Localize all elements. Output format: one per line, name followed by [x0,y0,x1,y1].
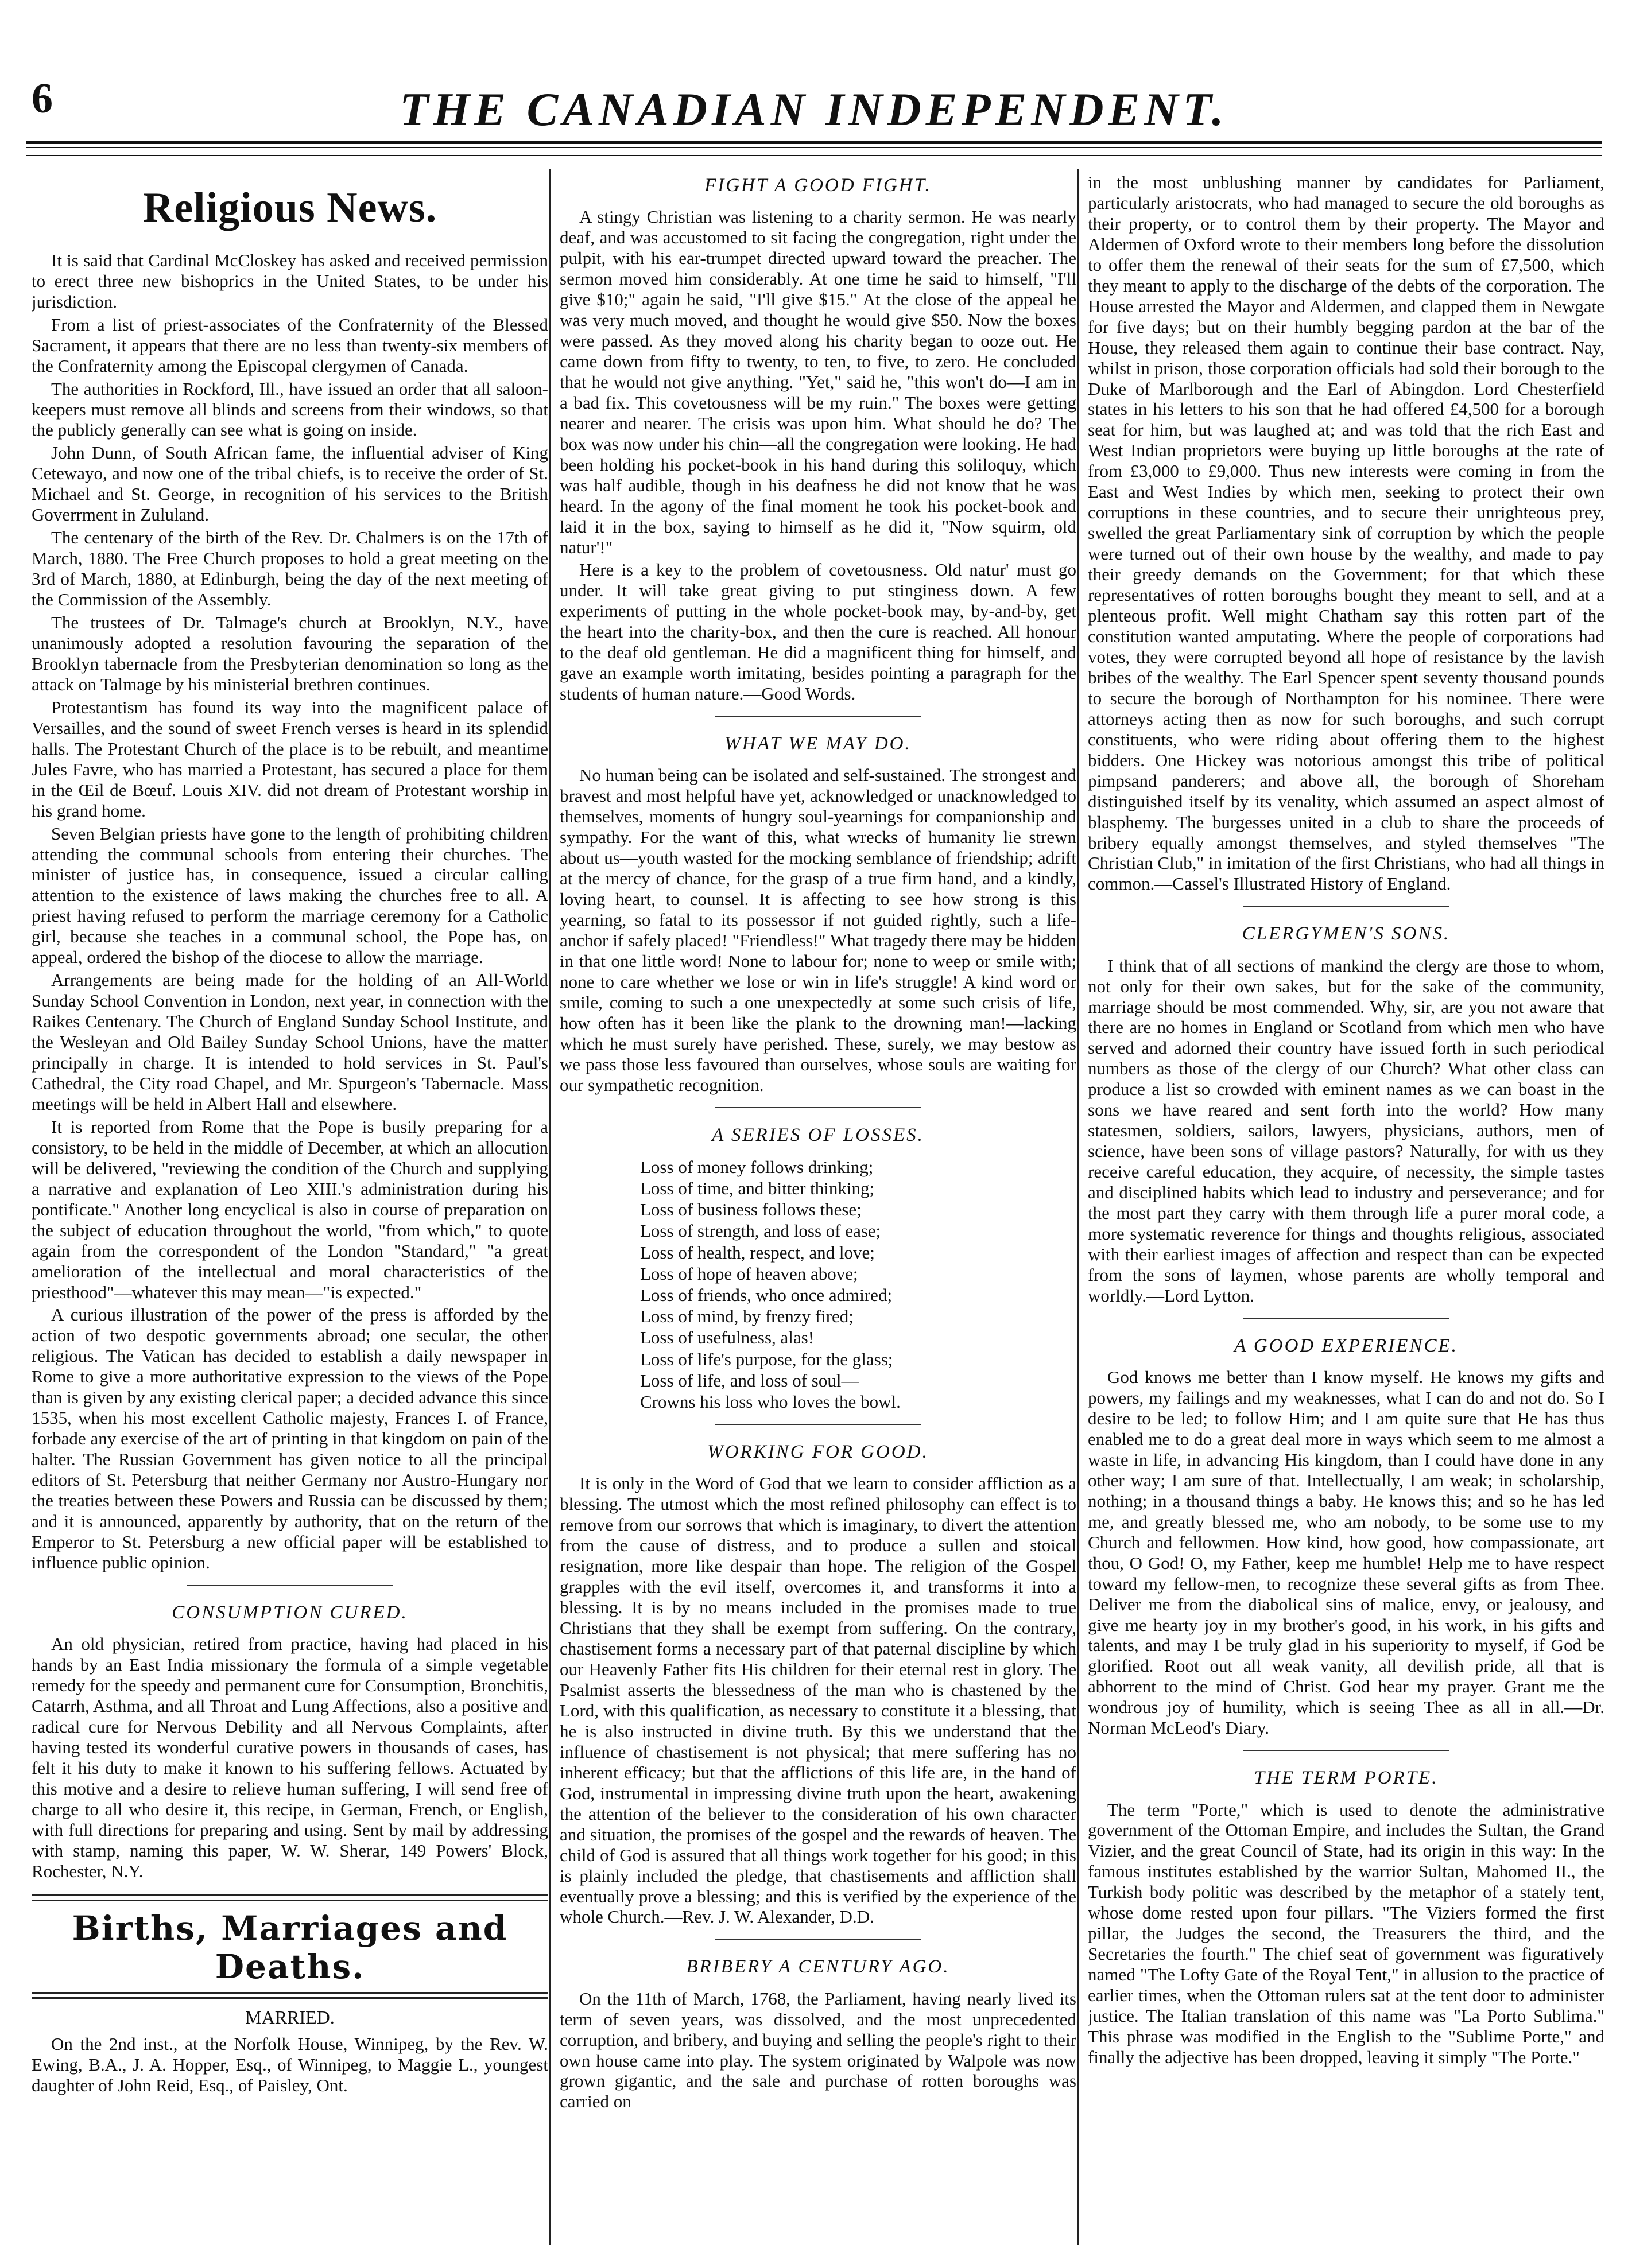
poem-line: Loss of business follows these; [640,1199,862,1220]
article-title: CLERGYMEN'S SONS. [1242,923,1451,945]
poem-line: Loss of life, and loss of soul— [640,1370,859,1391]
news-item: Arrangements are being made for the holding of an All-World Sunday School Convention in London, next year, in connection with the Raikes Centenary. The Church of England Sunday School Institute, and the Wesleyan and Old Bailey Sunday School Unions, have the matter principally in charge. It is intended to hold services in St. Paul's Cathedral, the City road Chapel, and Mr. Spurgeon's Tabernacle. Mass meetings will be held in Albert Hall and elsewhere. [32,970,548,1114]
poem-line: Loss of money follows drinking; [640,1156,874,1177]
news-item: It is said that Cardinal McCloskey has asked and received permission to erect three new bishoprics in the United States, to be under his jurisdiction. [32,250,548,312]
article-title: A SERIES OF LOSSES. [712,1124,924,1145]
article-body: A stingy Christian was listening to a charity sermon. He was nearly deaf, and was accustomed to sit facing the congregation, right under the pulpit, with his ear-trumpet directed upward toward the preacher. The sermon moved him considerably. At one time he said to himself, "I'll give $10;" again he said, "I'll give $15." At the close of the appeal he was very much moved, and thought he would give $50. Now the boxes were passed. As they moved along his charity began to ooze out. He came down from fifty to twenty, to ten, to five, to zero. He concluded that he would not give anything. "Yet," said he, "this won't do—I am in a bad fix. This covetousness will be my ruin." The boxes were getting nearer and nearer. The crisis was upon him. What should he do? The box was now under his chin—all the congregation were looking. He had been holding his pocket-book in his hand during this soliloquy, which was half audible, though in his deafness he did not know that he was heard. In the agony of the final moment he took his pocket-book and laid it in the box, saying to himself as he did it, "Now squirm, old natur'!" [560,207,1076,557]
masthead-rule-bottom [26,155,1602,156]
section-heading: Religious News. [142,184,437,231]
divider [1243,906,1449,907]
column-divider [1077,169,1079,2245]
news-item: The trustees of Dr. Talmage's church at Brooklyn, N.Y., have unanimously adopted a resolution favouring the separation of the Brooklyn tabernacle from the Presbyterian denomination so long as the attack on Talmage by his ministerial brethren continues. [32,612,548,694]
divider [715,716,921,717]
poem-line: Loss of strength, and loss of ease; [640,1221,881,1241]
news-item: Protestantism has found its way into the magnificent palace of Versailles, and the sound of sweet French verses is heard in its splendid halls. The Protestant Church of the place is to be rebuilt, and meantime Jules Favre, who has married a Protestant, has secured a place for them in the Œil de Bœuf. Louis XIV. did not dream of Protestant worship in his grand home. [32,697,548,821]
news-item: A curious illustration of the power of the press is afforded by the action of two despotic governments abroad; one secular, the other religious. The Vatican has decided to establish a daily newspaper in Rome to give a more authoritative expression to the views of the Pope than is given by any existing clerical paper; a decided advance this since 1535, when his most excellent Catholic majesty, Frances I. of France, forbade any exercise of the art of printing in that kingdom on pain of the halter. The Russian Government has given notice to all the principal editors of St. Petersburg that neither Germany nor Austro-Hungary nor the treaties between these Powers and Russia can be discussed by them; and it is announced, apparently by authority, that on the return of the Emperor to St. Petersburg a new official paper will be established to influence public opinion. [32,1304,548,1572]
poem-line: Loss of health, respect, and love; [640,1242,875,1263]
column-2 [560,172,1076,2245]
news-item: Seven Belgian priests have gone to the length of prohibiting children attending the communal schools from entering their churches. The minister of justice has, in consequence, issued a circular calling attention to the existence of laws making the churches free to all. A priest having refused to perform the marriage ceremony for a Catholic girl, because she teaches in a communal school, the Pope has, on appeal, ordered the bishop of the diocese to allow the marriage. [32,823,548,968]
article-title: BRIBERY A CENTURY AGO. [686,1956,950,1978]
article-body: On the 11th of March, 1768, the Parliament, having nearly lived its term of seven years, was dissolved, and the most unprecedented corruption, and bribery, and buying and selling the people's right to their own house came into play. The system originated by Walpole was now grown gigantic, and the sale and purchase of rotten boroughs was carried on [560,1988,1076,2112]
masthead-rule-thick [26,141,1602,144]
article-body: No human being can be isolated and self-sustained. The strongest and bravest and most helpful have yet, acknowledged or unacknowledged to themselves, moments of hungry soul-yearnings for companionship and sympathy. For the want of this, what wrecks of humanity lie strewn about us—youth wasted for the mocking semblance of friendship; adrift at the mercy of chance, for the grasp of a true firm hand, and a kindly, loving heart, to counsel. It is affecting to see how strong is this yearning, so fatal to its possessor if not guided rightly, such a life-anchor if safely placed! "Friendless!" What tragedy there may be hidden in that one little word! None to labour for; none to weep or smile with; none to care whether we lose or win in life's struggle! A kind word or smile, coming to such a one unexpectedly at some such crisis of life, how often has it been like the plank to the drowning man!—lacking which he must surely have perished. These, surely, we may bestow as we pass those less favoured than ourselves, whose souls are waiting for our sympathetic recognition. [560,765,1076,1095]
newspaper-title: THE CANADIAN INDEPENDENT. [400,83,1228,135]
poem-line: Loss of mind, by frenzy fired; [640,1306,854,1327]
article-body: I think that of all sections of mankind the clergy are those to whom, not only for their own sakes, but for the sake of the community, marriage should be most commended. Why, sir, are you not aware that there are no homes in England or Scotland from which men who have served and adorned their country have issued forth in such periodical numbers as those of the clergy of our Church? What other class can produce a list so crowded with eminent names as we can boast in the sons we have reared and sent forth into the world? How many statesmen, soldiers, sailors, lawyers, physicians, authors, men of science, have been sons of village pastors? Naturally, for with us they receive careful education, they acquire, of necessity, the simple tastes and disciplined habits which lead to industry and perseverance; and for the most part they carry with them through life a purer moral code, a more systematic reverence for things and thoughts religious, associated with their earliest images of affection and respect than can be expected from the sons of laymen, whose parents are wholly temporal and worldly.—Lord Lytton. [1088,955,1604,1306]
news-item: It is reported from Rome that the Pope is busily preparing for a consistory, to be held in the middle of December, at which an allocution will be delivered, "reviewing the condition of the Church and supplying a narrative and explanation of Leo XIII.'s administration during his pontificate." Another long encyclical is also in course of preparation on the subject of education throughout the world, "from which," to quote again from the correspondent of the London "Standard," "a great amelioration of the intellectual and moral characteristics of the priesthood"—whatever this may mean—"is expected." [32,1116,548,1302]
notice-text: On the 2nd inst., at the Norfolk House, Winnipeg, by the Rev. W. Ewing, B.A., J. A. Hopper, Esq., of Winnipeg, to Maggie L., youngest daughter of John Reid, Esq., of Paisley, Ont. [32,2034,548,2096]
page-number: 6 [32,75,53,122]
article-body: An old physician, retired from practice, having had placed in his hands by an East India missionary the formula of a simple vegetable remedy for the speedy and permanent cure for Consumption, Bronchitis, Catarrh, Asthma, and all Throat and Lung Affections, also a positive and radical cure for Nervous Debility and all Nervous Complaints, after having tested its wonderful curative powers in thousands of cases, has felt it his duty to make it known to his suffering fellows. Actuated by this motive and a desire to relieve human suffering, I will send free of charge to all who desire it, this recipe, in German, French, or English, with full directions for preparing and using. Sent by mail by addressing with stamp, naming this paper, W. W. Sherar, 149 Powers' Block, Rochester, N.Y. [32,1634,548,1881]
divider [1243,1318,1449,1319]
poem-line: Loss of life's purpose, for the glass; [640,1349,893,1369]
column-divider [549,169,551,2245]
news-item: John Dunn, of South African fame, the influential adviser of King Cetewayo, and now one of the tribal chiefs, is to receive the order of St. Michael and St. George, in recognition of his services to the British Goverrment in Zululand. [32,442,548,525]
article-body: God knows me better than I know myself. He knows my gifts and powers, my failings and my weaknesses, what I can do and not do. So I desire to be led; to follow Him; and I am quite sure that He has thus enabled me to do a great deal more in ways which seem to me almost a waste in life, in advancing His kingdom, than I could have done in any other way; I am sure of that. Intellectually, I am weak; in scholarship, nothing; in a thousand things a baby. He knows this; and so he has led me, and greatly blessed me, who am nobody, to be some use to my Church and fellowmen. How kind, how good, how compassionate, art thou, O God! O, my Father, keep me humble! Help me to have respect toward my fellow-men, to recognize these several gifts as from Thee. Deliver me from the diabolical sins of malice, envy, or jealousy, and give me hearty joy in my brother's good, in his work, in his gifts and talents, and may I be truly glad in his superiority to myself, if God be glorified. Root out all weak vanity, all devilish pride, all that is abhorrent to the mind of Christ. God hear my prayer. Grant me the wondrous joy of humility, which is seeing Thee as all in all.—Dr. Norman McLeod's Diary. [1088,1367,1604,1738]
divider [715,1424,921,1425]
article-title: WHAT WE MAY DO. [724,733,912,755]
article-title: FIGHT A GOOD FIGHT. [704,175,932,196]
double-rule [32,1992,548,1999]
double-rule [32,1894,548,1901]
article-title: CONSUMPTION CURED. [172,1602,408,1623]
article-title: WORKING FOR GOOD. [707,1442,929,1463]
masthead-rule-thin [26,147,1602,148]
poem-line: Loss of hope of heaven above; [640,1263,858,1284]
article-body: in the most unblushing manner by candidates for Parliament, particularly aristocrats, who had managed to secure the old boroughs as their property, or to control them by their property. The Mayor and Aldermen of Oxford wrote to their members long before the dissolution to offer them the renewal of their seats for the sum of £7,500, which they meant to apply to the discharge of the debts of the corporation. The House arrested the Mayor and Aldermen, and clapped them in Newgate for five days; but on their humbly begging pardon at the bar of the House, they released them again to continue their base contract. Nay, whilst in prison, those corporation officials had sold their borough to the Duke of Marlborough and the Earl of Abingdon. Lord Chesterfield states in his letters to his son that he had offered £4,500 for a borough seat for him, but was laughed at; and was told that the rich East and West Indian proprietors were buying up little boroughs at the rate of from £3,000 to £9,000. Thus new interests were coming in from the East and West Indies by which men, seeking to protect their own corruptions in these countries, and to secure their unrighteous prey, swelled the great Parliamentary sink of corruption by which the people were turned out of their own house by the wealthy, and made to pay their greedy demands on the Government; for that which these representatives of rotten boroughs bought they meant to sell, and at a plenteous profit. Well might Chatham say this rotten part of the constitution wanted amputating. Where the people of corporations had votes, they were corrupted beyond all hope of resistance by the lavish bribes of the wealthy. The Earl Spencer spent seventy thousand pounds to secure the borough of Northampton for his nominee. There were attorneys acting then as now for such boroughs, and such corrupt constituents, who were riding about offering them to the highest bidders. One Hickey was notorious amongst this tribe of political pimpsand panderers; and above all, the borough of Shoreham distinguished itself by its venality, which assumed an aspect almost of blasphemy. The burgesses united in a club to share the proceeds of bribery equally amongst themselves, and styled themselves "The Christian Club," in imitation of the first Christians, who had all things in common.—Cassel's Illustrated History of England. [1088,172,1604,894]
poem-line: Loss of friends, who once admired; [640,1285,893,1306]
article-title: THE TERM PORTE. [1254,1768,1439,1789]
article-body: The term "Porte," which is used to denote the administrative government of the Ottoman Empire, and includes the Sultan, the Grand Vizier, and the great Council of State, had its origin in this way: In the famous institutes established by the warrior Sultan, Mahomed II., the Turkish body politic was described by the metaphor of a stately tent, whose dome rested upon four pillars. "The Viziers formed the first pillar, the Judges the second, the Treasurers the third, and the Secretaries the fourth." The chief seat of government was figuratively named "The Lofty Gate of the Royal Tent," in allusion to the practice of earlier times, when the Ottoman rulers sat at the tent door to administer justice. The Italian translation of this name was "La Porto Sublima." This phrase was modified in the English to the "Sublime Porte," and finally the adjective has been dropped, leaving it simply "The Porte." [1088,1799,1604,2067]
poem-line: Loss of usefulness, alas! [640,1327,815,1348]
poem-line: Crowns his loss who loves the bowl. [640,1391,901,1412]
article-body: Here is a key to the problem of covetousness. Old natur' must go under. It will take great giving to put stinginess down. A few experiments of putting in the whole pocket-book may, by-and-by, get the heart into the charity-box, and then the cure is reached. All honour to the deaf old gentleman. He did a magnificent thing for himself, and gave an example worth imitating, besides pointing a paragraph for the students of human nature.—Good Words. [560,560,1076,704]
news-item: From a list of priest-associates of the Confraternity of the Blessed Sacrament, it appears that there are no less than twenty-six members of the Confraternity among the Episcopal clergymen of Canada. [32,314,548,376]
section-heading: Births, Marriages and Deaths. [72,1908,508,1986]
divider [715,1939,921,1940]
article-title: A GOOD EXPERIENCE. [1234,1335,1458,1356]
poem [640,1156,1076,1412]
poem-line: Loss of time, and bitter thinking; [640,1178,875,1199]
column-3 [1088,172,1604,2245]
divider [1243,1750,1449,1751]
divider [715,1107,921,1108]
column-1 [32,172,548,2245]
article-body: It is only in the Word of God that we learn to consider affliction as a blessing. The utmost which the most refined philosophy can effect is to remove from our sorrows that which is imaginary, to divert the attention from the cause of distress, and to produce a sullen and stoical resignation, more like despair than hope. The religion of the Gospel grapples with the evil itself, overcomes it, and transforms it into a blessing. It is by no means included in the promises made to true Christians that they shall be exempt from suffering. On the contrary, chastisement forms a necessary part of that paternal discipline by which our Heavenly Father fits His children for their eternal rest in glory. The Psalmist asserts the blessedness of the man who is chastened by the Lord, with this qualification, as necessary to constitute it a blessing, that he is also instructed in divine truth. By this we understand that the influence of chastisement is not physical; that mere suffering has no inherent efficacy; but that the afflictions of this life are, in the hand of God, instrumental in impressing divine truth upon the heart, awakening the attention of the believer to the consideration of his own character and situation, the promises of the gospel and the rewards of heaven. The child of God is assured that all things work together for his good; in this is plainly included the pledge, that chastisements and affliction shall eventually prove a blessing; and this is verified by the experience of the whole Church.—Rev. J. W. Alexander, D.D. [560,1473,1076,1927]
news-item: The centenary of the birth of the Rev. Dr. Chalmers is on the 17th of March, 1880. The Free Church proposes to hold a great meeting on the 3rd of March, 1880, at Edinburgh, being the day of the next meeting of the Commission of the Assembly. [32,527,548,610]
subsection-title: MARRIED. [245,2007,335,2028]
divider [187,1585,393,1586]
news-item: The authorities in Rockford, Ill., have issued an order that all saloon-keepers must remove all blinds and screens from their windows, so that the publicly generally can see what is going on inside. [32,378,548,440]
